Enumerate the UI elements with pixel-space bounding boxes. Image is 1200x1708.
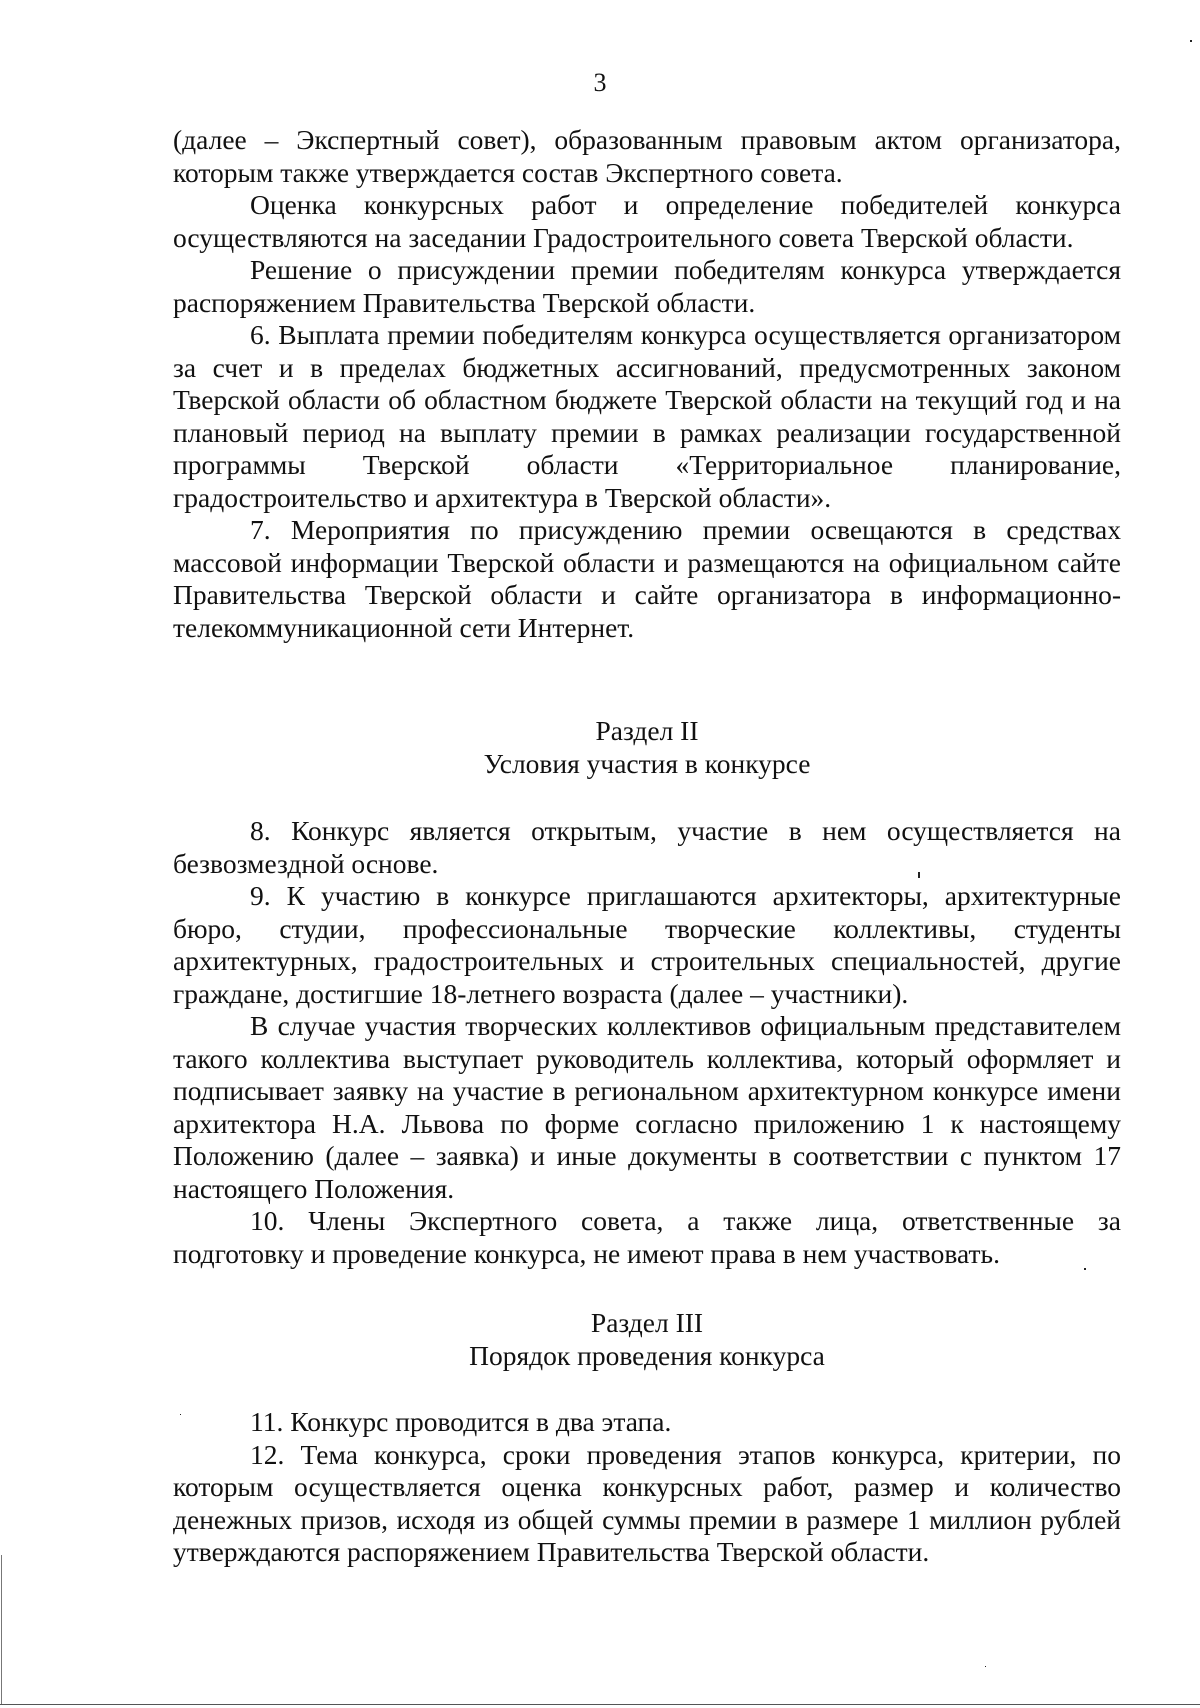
section-title: Условия участия в конкурсе xyxy=(483,748,811,779)
paragraph-item-9: 9. К участию в конкурсе приглашаются архитекторы, архитектурные бюро, студии, профессиональные творческие коллективы, студенты архитектурных, градостроительных и строительных специальностей, другие граждане, достигшие 18-летнего возраста (далее – участники). xyxy=(173,880,1121,1009)
section-title: Порядок проведения конкурса xyxy=(469,1340,825,1371)
paragraph-team-representative: В случае участия творческих коллективов официальным представителем такого коллектива выступает руководитель коллектива, который оформляет и подписывает заявку на участие в региональном архитектурном конкурсе имени архитектора Н.А. Львова по форме согласно приложению 1 к настоящему Положению (далее – заявка) и иные документы в соответствии с пунктом 17 настоящего Положения. xyxy=(173,1010,1121,1204)
paragraph-award-decision: Решение о присуждении премии победителям конкурса утверждается распоряжением Правительства Тверской области. xyxy=(173,254,1121,318)
text-block-section-3 xyxy=(173,1406,1121,1569)
paragraph-expert-council: (далее – Экспертный совет), образованным правовым актом организатора, которым также утверждается состав Экспертного совета. xyxy=(173,124,1121,188)
paragraph-item-8: 8. Конкурс является открытым, участие в нем осуществляется на безвозмездной основе. xyxy=(173,815,1121,879)
text-block-section-1-continued xyxy=(173,124,1121,644)
section-heading-2 xyxy=(173,714,1121,780)
scan-speck xyxy=(918,872,920,878)
section-label: Раздел II xyxy=(595,715,699,746)
scan-bottom-border xyxy=(0,1704,1200,1705)
paragraph-item-12: 12. Тема конкурса, сроки проведения этапов конкурса, критерии, по которым осуществляется оценка конкурсных работ, размер и количество денежных призов, исходя из общей суммы премии в размере 1 миллион рублей утверждаются распоряжением Правительства Тверской области. xyxy=(173,1438,1121,1567)
paragraph-item-7: 7. Мероприятия по присуждению премии освещаются в средствах массовой информации Тверской области и размещаются на официальном сайте Правительства Тверской области и сайте организатора в информационно-телекоммуникационной сети Интернет. xyxy=(173,514,1121,643)
text-block-section-2 xyxy=(173,815,1121,1270)
scan-speck xyxy=(985,1666,986,1667)
scan-speck xyxy=(1190,40,1192,42)
section-label: Раздел III xyxy=(590,1307,704,1338)
section-heading-3 xyxy=(173,1306,1121,1372)
paragraph-evaluation: Оценка конкурсных работ и определение победителей конкурса осуществляются на заседании Градостроительного совета Тверской области. xyxy=(173,189,1121,253)
scan-edge-shadow xyxy=(1,1555,2,1705)
paragraph-item-11: 11. Конкурс проводится в два этапа. xyxy=(250,1406,672,1437)
paragraph-item-6: 6. Выплата премии победителям конкурса осуществляется организатором за счет и в пределах бюджетных ассигнований, предусмотренных законом Тверской области об областном бюджете Тверской области на текущий год и на плановый период на выплату премии в рамках реализации государственной программы Тверской области «Территориальное планирование, градостроительство и архитектура в Тверской области». xyxy=(173,319,1121,513)
paragraph-item-10: 10. Члены Экспертного совета, а также лица, ответственные за подготовку и проведение конкурса, не имеют права в нем участвовать. xyxy=(173,1205,1121,1269)
scan-speck xyxy=(1084,1268,1086,1270)
page-number: 3 xyxy=(593,68,607,97)
scan-speck xyxy=(180,1414,181,1415)
